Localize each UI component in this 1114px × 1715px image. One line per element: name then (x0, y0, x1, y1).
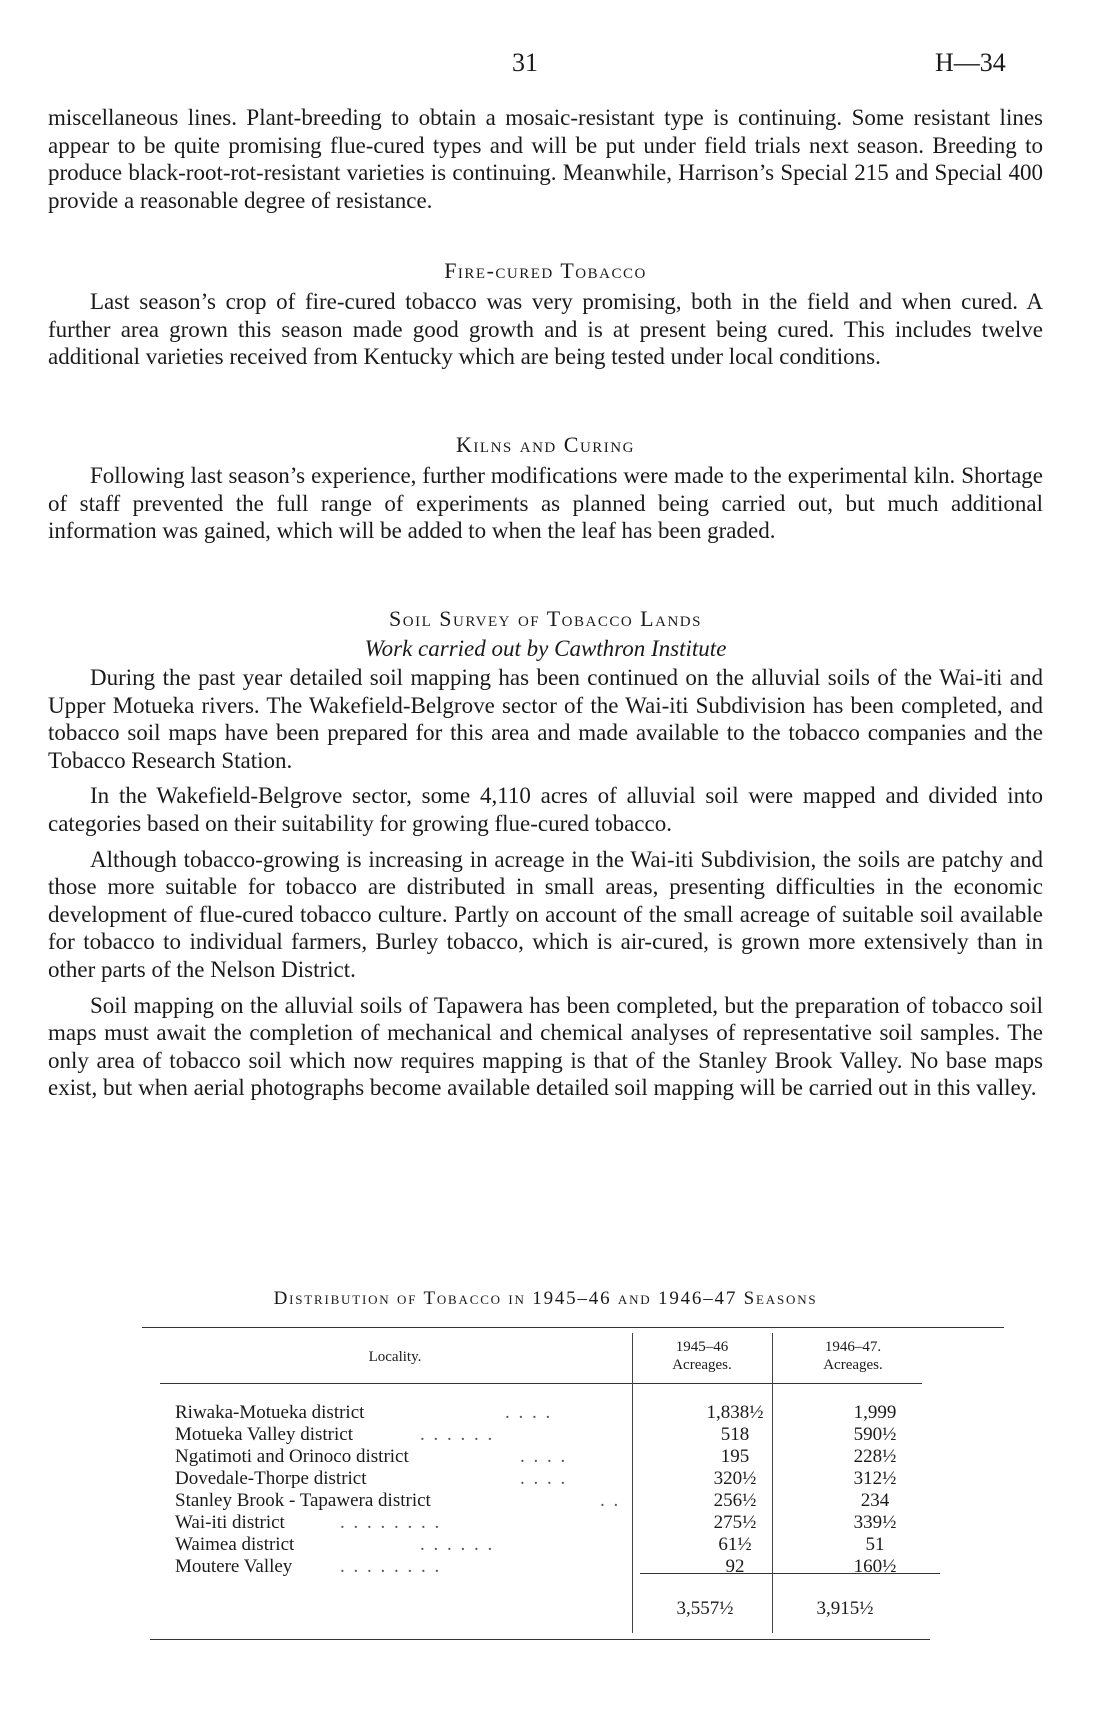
row-value-1945-46: 518 (720, 1424, 750, 1445)
column-header-locality: Locality. (368, 1349, 422, 1365)
table-row (175, 1490, 935, 1512)
row-value-1946-47: 228½ (853, 1446, 897, 1467)
kilns-heading: Kilns and Curing (456, 432, 635, 457)
row-locality: Waimea district (175, 1534, 295, 1555)
table-row (175, 1556, 935, 1578)
leader-dots: . . . . (505, 1402, 553, 1423)
soil-survey-heading: Soil Survey of Tobacco Lands (389, 606, 702, 631)
row-value-1945-46: 61½ (718, 1534, 752, 1555)
column-header-1946-47-year: 1946–47. (824, 1339, 882, 1355)
row-locality: Stanley Brook - Tapawera district (175, 1490, 431, 1511)
row-locality: Riwaka-Motueka district (175, 1402, 365, 1423)
leader-dots: . . . . . . . . (340, 1556, 442, 1577)
leader-dots: . . . . . . (420, 1424, 495, 1445)
column-header-1946-47 (773, 1338, 933, 1374)
row-value-1945-46: 256½ (713, 1490, 757, 1511)
row-value-1945-46: 275½ (713, 1512, 757, 1533)
table-row (175, 1534, 935, 1556)
table-row (175, 1424, 935, 1446)
table-row (175, 1402, 935, 1424)
column-header-1945-46-unit: Acreages. (672, 1357, 732, 1373)
row-locality: Wai-iti district (175, 1512, 285, 1533)
intro-paragraph: miscellaneous lines. Plant-breeding to obtain a mosaic-resistant type is continuing. Some resistant lines appear to be quite promising flue-cured types and will be put under field trials next season. Breeding to produce black-root-rot-resistant varieties is continuing. Meanwhile, Harrison’s Special 215 and Special 400 provide a reasonable degree of resistance. (48, 105, 1043, 213)
row-value-1946-47: 51 (865, 1534, 885, 1555)
row-locality: Dovedale-Thorpe district (175, 1468, 367, 1489)
leader-dots: . . (600, 1490, 621, 1511)
soil-paragraph-1: During the past year detailed soil mapping has been continued on the alluvial soils of the Wai-iti and Upper Motueka rivers. The Wakefield-Belgrove sector of the Wai-iti Subdivision has been completed, and tobacco soil maps have been prepared for this area and made available to the tobacco companies and the Tobacco Research Station. (48, 665, 1043, 773)
soil-survey-subheading: Work carried out by Cawthron Institute (364, 636, 727, 661)
row-value-1945-46: 92 (725, 1556, 745, 1577)
row-value-1945-46: 195 (720, 1446, 750, 1467)
table-bottom-rule (150, 1639, 930, 1640)
table-header-rule (160, 1383, 922, 1384)
row-value-1946-47: 590½ (853, 1424, 897, 1445)
column-header-1946-47-unit: Acreages. (823, 1357, 883, 1373)
document-reference: H—34 (935, 48, 1006, 77)
total-1946-47: 3,915½ (816, 1598, 874, 1619)
soil-survey-block (48, 664, 1043, 1102)
row-value-1945-46: 1,838½ (706, 1402, 764, 1423)
leader-dots: . . . . (520, 1468, 568, 1489)
leader-dots: . . . . (520, 1446, 568, 1467)
column-header-1945-46 (633, 1338, 771, 1374)
fire-cured-heading: Fire-cured Tobacco (444, 258, 647, 283)
table-title: Distribution of Tobacco in 1945–46 and 1946–47 Seasons (273, 1288, 818, 1309)
column-header-1945-46-year: 1945–46 (675, 1339, 729, 1355)
table-top-rule (142, 1327, 1004, 1328)
row-locality: Ngatimoti and Orinoco district (175, 1446, 409, 1467)
kilns-block (48, 462, 1043, 545)
soil-paragraph-3: Although tobacco-growing is increasing in acreage in the Wai-iti Subdivision, the soils are patchy and those more suitable for tobacco are distributed in small areas, presenting difficulties in the economic development of flue-cured tobacco culture. Partly on account of the small acreage of suitable soil available for tobacco to individual farmers, Burley tobacco, which is air-cured, is grown more extensively than in other parts of the Nelson District. (48, 846, 1043, 982)
fire-cured-block (48, 288, 1043, 371)
soil-paragraph-4: Soil mapping on the alluvial soils of Tapawera has been completed, but the preparation of tobacco soil maps must await the completion of mechanical and chemical analyses of representative soil samples. The only area of tobacco soil which now requires mapping is that of the Stanley Brook Valley. No base maps exist, but when aerial photographs become available detailed soil mapping will be carried out in this valley. (48, 992, 1043, 1101)
page-number: 31 (512, 48, 538, 77)
row-value-1946-47: 160½ (853, 1556, 897, 1577)
soil-paragraph-2: In the Wakefield-Belgrove sector, some 4,110 acres of alluvial soil were mapped and divided into categories based on their suitability for growing flue-cured tobacco. (48, 783, 1043, 836)
kilns-paragraph: Following last season’s experience, further modifications were made to the experimental kiln. Shortage of staff prevented the full range of experiments as planned being carried out, but much additional information was gained, which will be added to when the leaf has been graded. (48, 463, 1043, 544)
table-row (175, 1468, 935, 1490)
row-locality: Motueka Valley district (175, 1424, 354, 1445)
leader-dots: . . . . . . . . (340, 1512, 442, 1533)
table-row (175, 1512, 935, 1534)
intro-paragraph-block (48, 104, 1043, 214)
row-locality: Moutere Valley (175, 1556, 293, 1577)
row-value-1946-47: 312½ (853, 1468, 897, 1489)
row-value-1946-47: 1,999 (853, 1402, 897, 1423)
row-value-1946-47: 234 (860, 1490, 890, 1511)
leader-dots: . . . . . . (420, 1534, 495, 1555)
total-1945-46: 3,557½ (676, 1598, 734, 1619)
row-value-1946-47: 339½ (853, 1512, 897, 1533)
table-row (175, 1446, 935, 1468)
row-value-1945-46: 320½ (713, 1468, 757, 1489)
fire-cured-paragraph: Last season’s crop of fire-cured tobacco was very promising, both in the field and when cured. A further area grown this season made good growth and is at present being cured. This includes twelve additional varieties received from Kentucky which are being tested under local conditions. (48, 289, 1043, 370)
